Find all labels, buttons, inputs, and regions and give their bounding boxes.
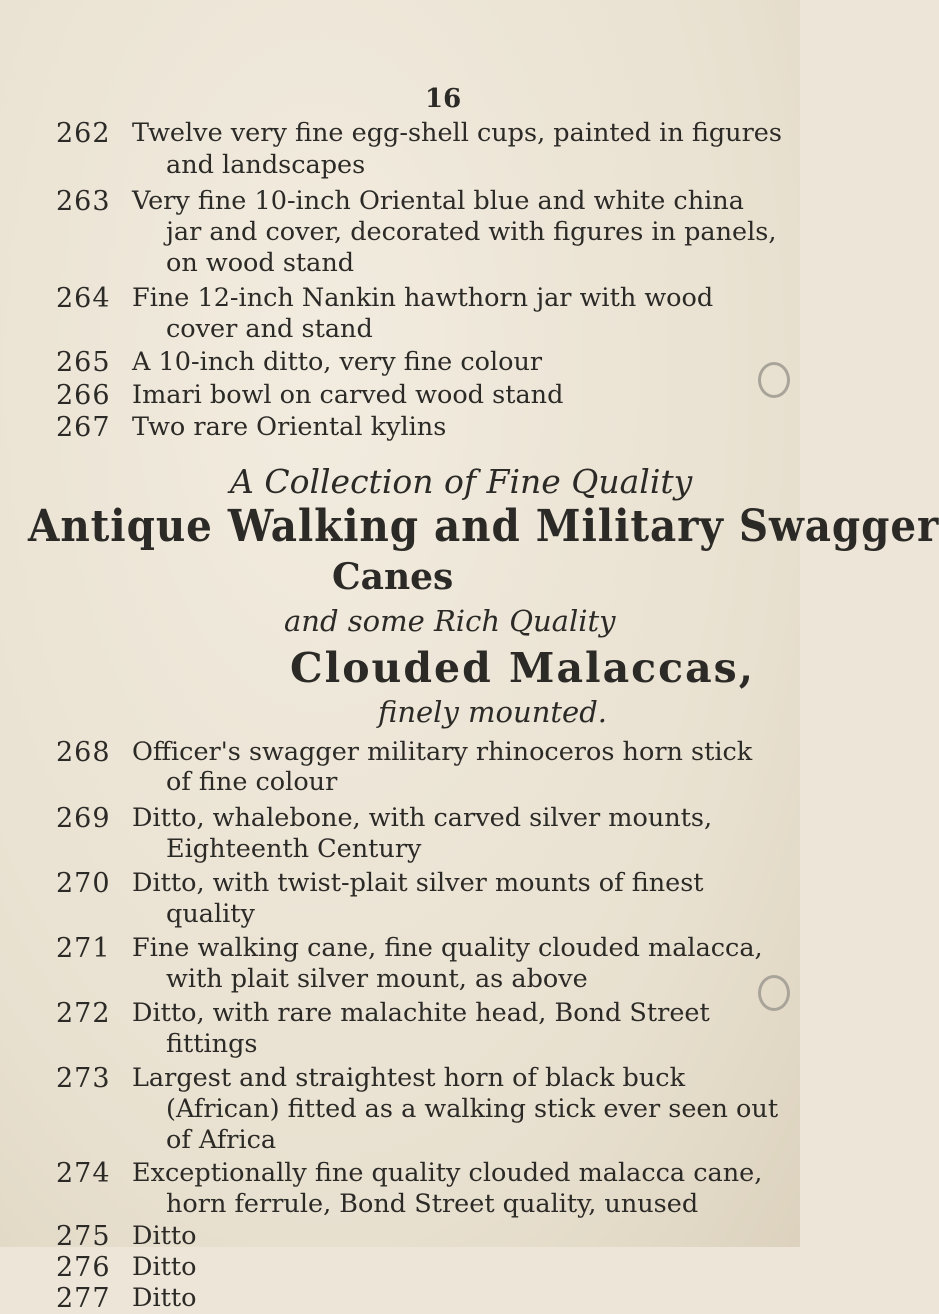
- lot-description-line: Ditto, with rare malachite head, Bond Street: [132, 998, 710, 1028]
- lot-number: 274: [56, 1158, 111, 1189]
- binding-hole-mark: [758, 975, 790, 1011]
- section-heading-finely: finely mounted.: [378, 695, 607, 729]
- lot-description-line: cover and stand: [166, 314, 373, 344]
- lot-description-line: Imari bowl on carved wood stand: [132, 380, 564, 410]
- lot-number: 266: [56, 380, 111, 411]
- section-heading-sub: and some Rich Quality: [284, 604, 616, 638]
- lot-description-line: Largest and straightest horn of black buck: [132, 1063, 686, 1093]
- lot-description-line: and landscapes: [166, 150, 366, 180]
- section-heading-intro: A Collection of Fine Quality: [230, 462, 693, 501]
- lot-number: 276: [56, 1252, 111, 1283]
- lot-description-line: Ditto: [132, 1283, 197, 1313]
- lot-number: 265: [56, 347, 111, 378]
- lot-number: 275: [56, 1221, 111, 1252]
- lot-description-line: Ditto, whalebone, with carved silver mounts,: [132, 803, 713, 833]
- lot-description-line: Two rare Oriental kylins: [132, 412, 447, 442]
- lot-description-line: with plait silver mount, as above: [166, 964, 588, 994]
- lot-description-line: Very fine 10-inch Oriental blue and white china: [132, 186, 744, 216]
- lot-description-line: jar and cover, decorated with figures in panels,: [166, 217, 777, 247]
- lot-number: 263: [56, 186, 111, 217]
- lot-description-line: Ditto, with twist-plait silver mounts of finest: [132, 868, 704, 898]
- lot-number: 268: [56, 737, 111, 768]
- lot-number: 262: [56, 118, 111, 149]
- lot-description-line: Exceptionally fine quality clouded malacca cane,: [132, 1158, 763, 1188]
- lot-description-line: fittings: [166, 1029, 258, 1059]
- page-number: 16: [425, 84, 462, 114]
- lot-number: 269: [56, 803, 111, 834]
- lot-description-line: Ditto: [132, 1252, 197, 1282]
- lot-description-line: on wood stand: [166, 248, 355, 278]
- lot-description-line: (African) fitted as a walking stick ever seen out: [166, 1094, 779, 1124]
- lot-number: 264: [56, 283, 111, 314]
- section-heading-clouded: Clouded Malaccas,: [290, 644, 756, 692]
- lot-number: 273: [56, 1063, 111, 1094]
- lot-description-line: Twelve very fine egg-shell cups, painted in figures: [132, 118, 782, 148]
- lot-description-line: Fine 12-inch Nankin hawthorn jar with wood: [132, 283, 714, 313]
- section-heading-canes: Canes: [332, 556, 454, 598]
- lot-description-line: A 10-inch ditto, very fine colour: [132, 347, 543, 377]
- lot-description-line: of fine colour: [166, 767, 338, 797]
- binding-hole-mark: [758, 362, 790, 398]
- lot-number: 277: [56, 1283, 111, 1314]
- lot-description-line: of Africa: [166, 1125, 277, 1155]
- lot-number: 270: [56, 868, 111, 899]
- lot-number: 271: [56, 933, 111, 964]
- lot-description-line: Ditto: [132, 1221, 197, 1251]
- lot-description-line: horn ferrule, Bond Street quality, unused: [166, 1189, 699, 1219]
- lot-description-line: Officer's swagger military rhinoceros horn stick: [132, 737, 753, 767]
- lot-description-line: Eighteenth Century: [166, 834, 422, 864]
- lot-number: 272: [56, 998, 111, 1029]
- lot-description-line: quality: [166, 899, 255, 929]
- lot-description-line: Fine walking cane, fine quality clouded malacca,: [132, 933, 763, 963]
- section-heading-main: Antique Walking and Military Swagger: [28, 501, 939, 552]
- lot-number: 267: [56, 412, 111, 443]
